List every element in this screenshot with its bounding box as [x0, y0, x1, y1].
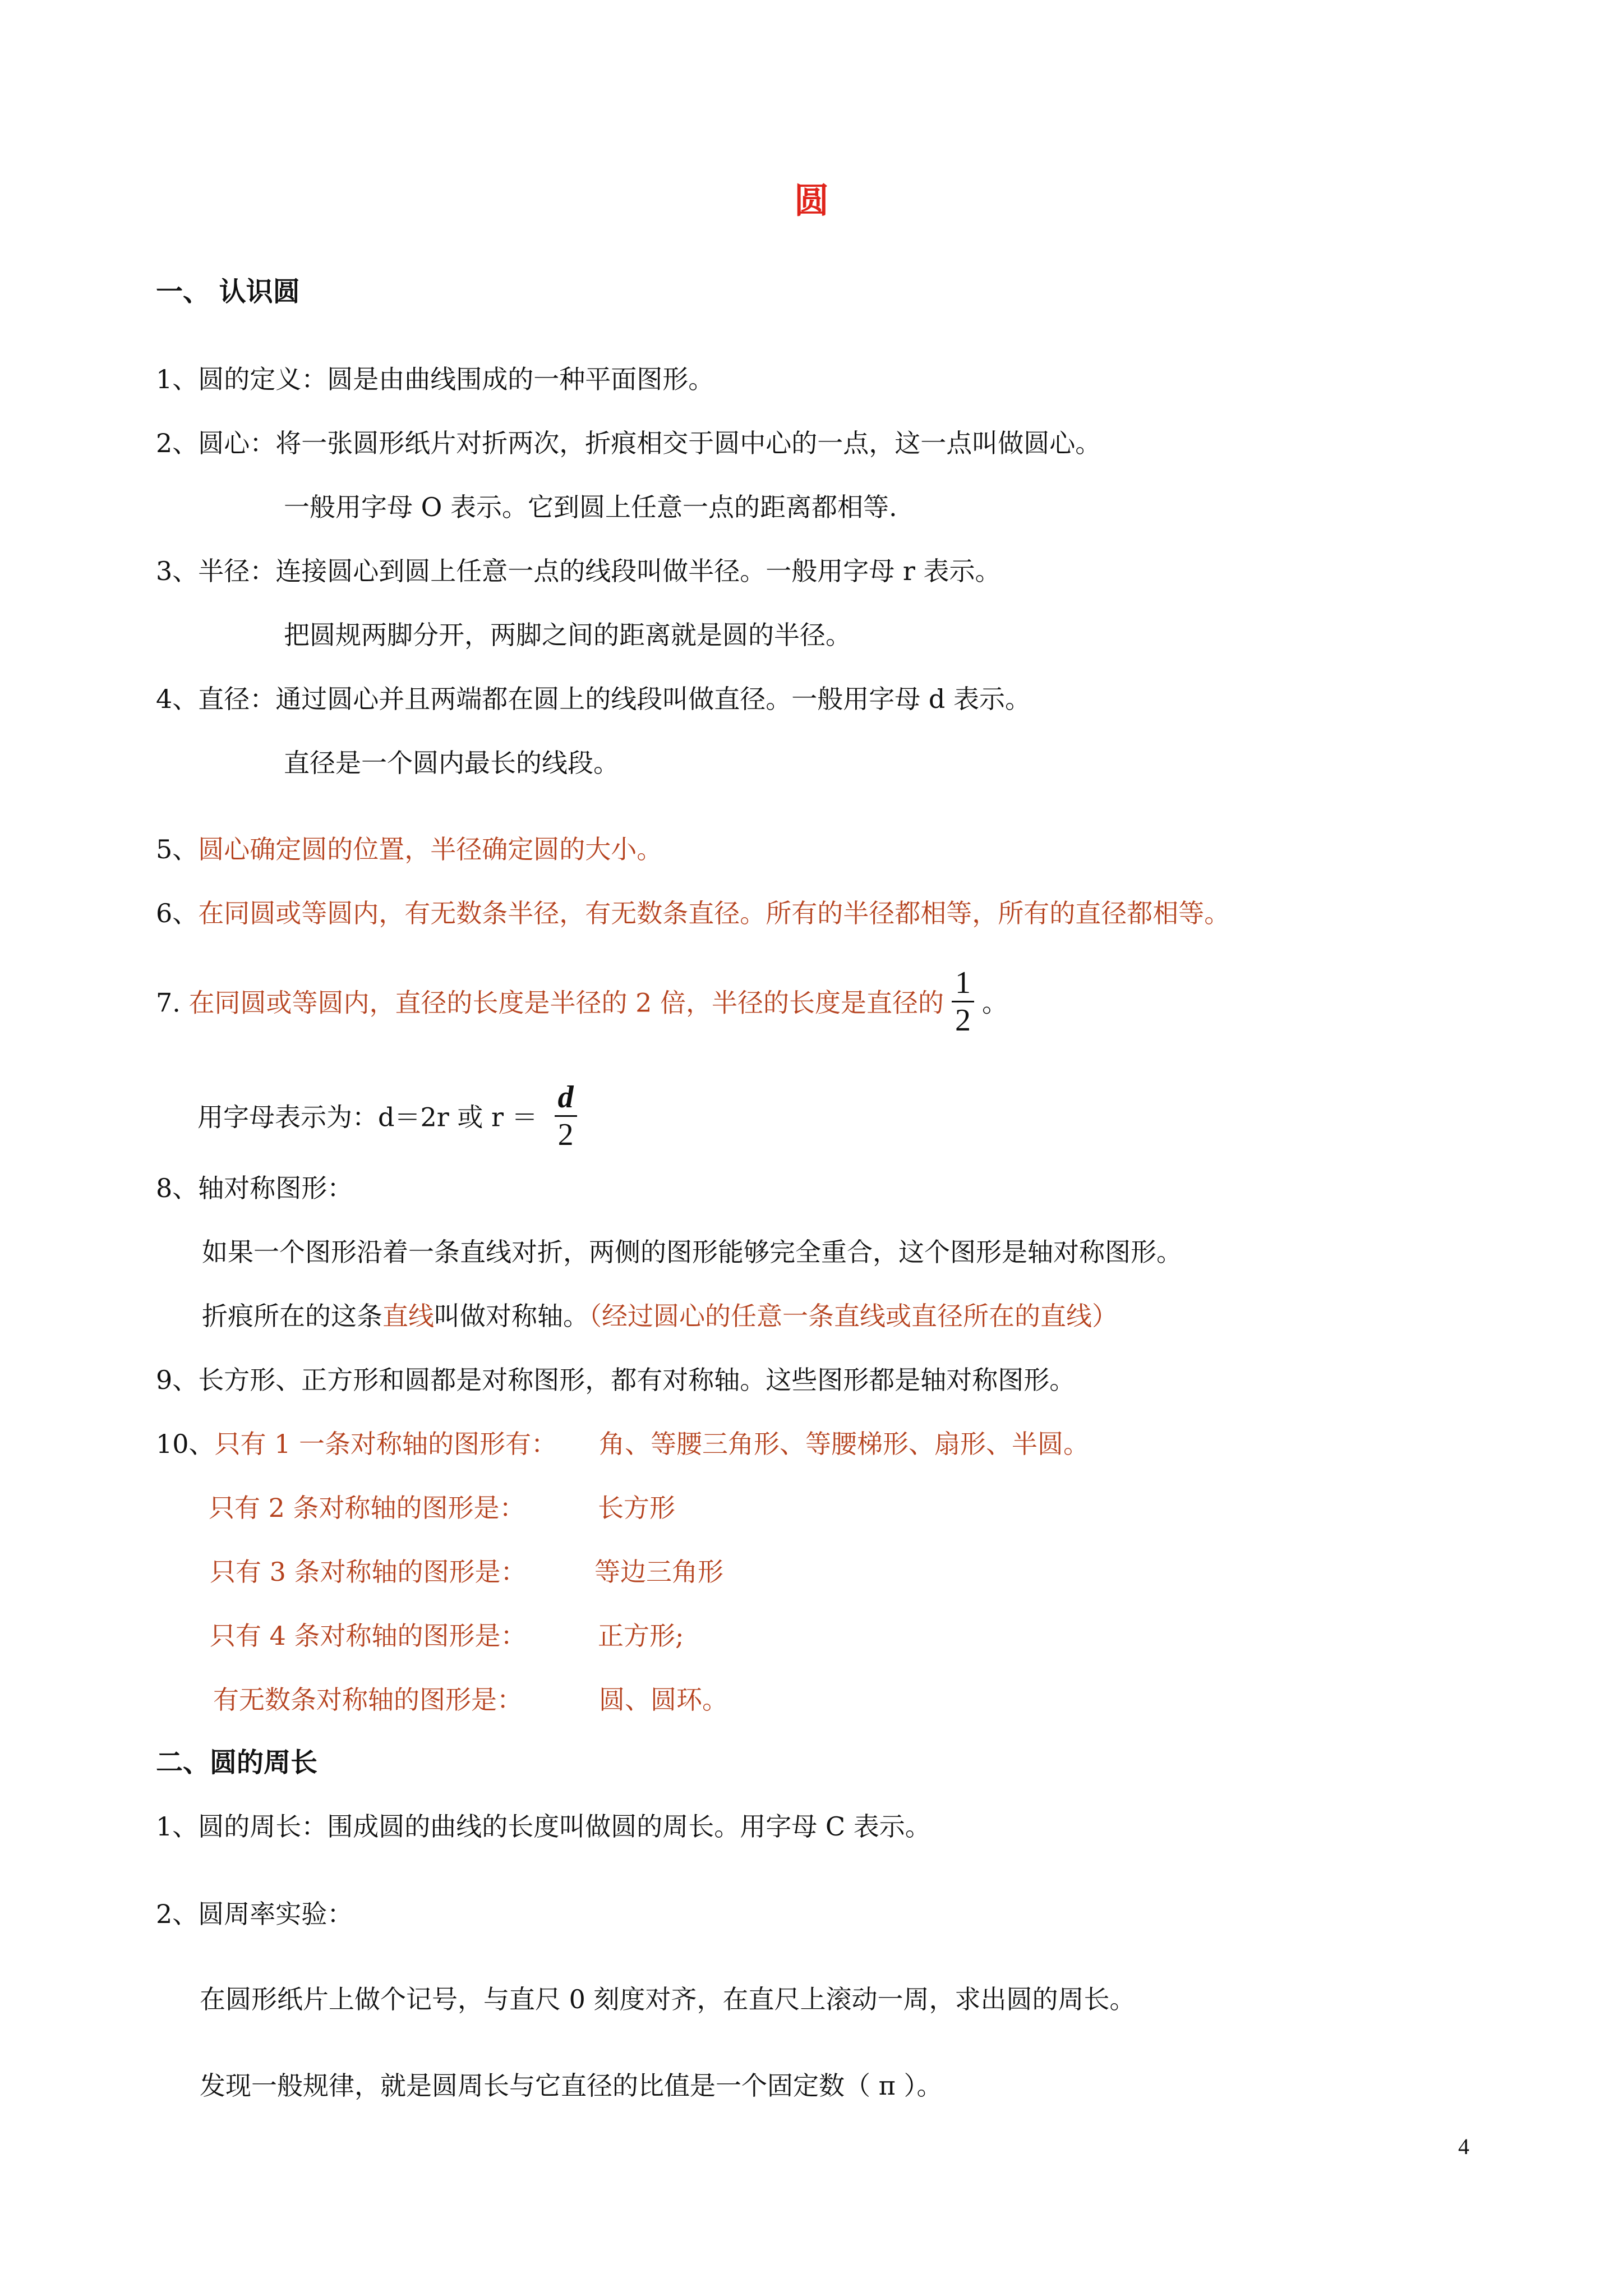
axis-note-part-1: 折痕所在的这条: [202, 1301, 382, 1331]
page-number: 4: [1458, 2134, 1469, 2159]
line-10c-value: 等边三角形: [594, 1557, 723, 1587]
line-diameter: 4、直径：通过圆心并且两端都在圆上的线段叫做直径。一般用字母 d 表示。: [156, 684, 1031, 714]
line-10e-label: 有无数条对称轴的图形是：: [213, 1685, 523, 1715]
line-10-number: 10、: [156, 1429, 215, 1459]
formula-text: 用字母表示为：d＝2r 或 r ＝: [197, 1102, 538, 1133]
line-10d-value: 正方形;: [598, 1621, 684, 1651]
axis-note-part-4: （经过圆心的任意一条直线或直径所在的直线）: [589, 1301, 1118, 1331]
line-10e-value: 圆、圆环。: [599, 1685, 728, 1715]
line-experiment-method: 在圆形纸片上做个记号，与直尺 0 刻度对齐，在直尺上滚动一周，求出圆的周长。: [200, 1984, 1136, 2014]
line-10: [156, 1427, 557, 1461]
line-pi-experiment: 2、圆周率实验：: [156, 1899, 353, 1929]
line-center: 2、圆心：将一张圆形纸片对折两次，折痕相交于圆中心的一点，这一点叫做圆心。: [156, 428, 1101, 458]
line-7-text: 在同圆或等圆内，直径的长度是半径的 2 倍，半径的长度是直径的: [188, 987, 944, 1018]
page-title: 圆: [794, 180, 829, 221]
line-10c-label: 只有 3 条对称轴的图形是：: [210, 1557, 527, 1587]
line-10-value: 角、等腰三角形、等腰梯形、扇形、半圆。: [599, 1429, 1089, 1459]
fraction-denominator: 2: [557, 1117, 574, 1152]
section-heading-2: 二、圆的周长: [156, 1747, 318, 1778]
line-5-text: 圆心确定圆的位置，半径确定圆的大小。: [198, 834, 663, 864]
line-axis-symmetry: 8、轴对称图形：: [156, 1173, 353, 1203]
line-7-end: 。: [982, 987, 1008, 1018]
line-radius: 3、半径：连接圆心到圆上任意一点的线段叫做半径。一般用字母 r 表示。: [156, 556, 1001, 586]
line-radius-note: 把圆规两脚分开，两脚之间的距离就是圆的半径。: [284, 620, 851, 650]
axis-note-part-2: 直线: [382, 1301, 434, 1331]
line-center-note: 一般用字母 O 表示。它到圆上任意一点的距离都相等.: [284, 492, 897, 522]
line-9: 9、长方形、正方形和圆都是对称图形，都有对称轴。这些图形都是轴对称图形。: [156, 1365, 1076, 1395]
line-10b-value: 长方形: [598, 1493, 675, 1523]
section-heading-1: 一、 认识圆: [156, 276, 300, 307]
line-6-text: 在同圆或等圆内，有无数条半径，有无数条直径。所有的半径都相等，所有的直径都相等。: [198, 898, 1230, 928]
line-10b-label: 只有 2 条对称轴的图形是：: [209, 1493, 525, 1523]
fraction-numerator: d: [555, 1079, 577, 1117]
line-10-label: 只有 1 一条对称轴的图形有：: [214, 1429, 557, 1459]
line-diameter-note: 直径是一个圆内最长的线段。: [284, 748, 619, 778]
line-axis-definition: 如果一个图形沿着一条直线对折，两侧的图形能够完全重合，这个图形是轴对称图形。: [202, 1237, 1182, 1267]
line-10d-label: 只有 4 条对称轴的图形是：: [210, 1621, 527, 1651]
fraction-d-over-2: [555, 1079, 577, 1153]
fraction-denominator: 2: [955, 1003, 971, 1038]
axis-note-part-3: 叫做对称轴。: [434, 1301, 589, 1331]
line-7-number: 7.: [156, 987, 189, 1018]
line-5-number: 5、: [156, 834, 199, 864]
line-6: [156, 896, 1230, 930]
line-definition: 1、圆的定义：圆是由曲线围成的一种平面图形。: [156, 364, 714, 394]
line-7-formula: [197, 1080, 585, 1156]
line-6-number: 6、: [156, 898, 199, 928]
line-circumference: 1、圆的周长：围成圆的曲线的长度叫做圆的周长。用字母 C 表示。: [156, 1811, 931, 1842]
line-experiment-result: 发现一般规律，就是圆周长与它直径的比值是一个固定数（ π ）。: [200, 2070, 943, 2101]
fraction-one-half: [952, 965, 974, 1038]
line-5: [156, 832, 662, 866]
line-axis-note: [202, 1299, 1118, 1333]
fraction-numerator: 1: [952, 965, 974, 1002]
line-7: [156, 965, 1008, 1042]
